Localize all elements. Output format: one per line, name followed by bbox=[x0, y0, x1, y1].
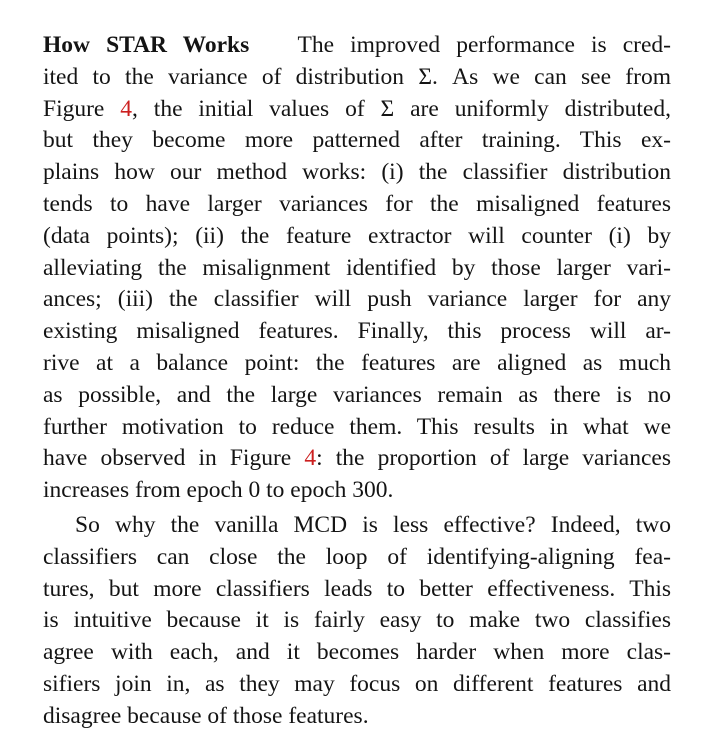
text-line: classifiers can close the loop of identifying-aligning fea- bbox=[43, 543, 671, 570]
text-line: agree with each, and it becomes harder when more clas- bbox=[43, 639, 671, 666]
paper-text-column bbox=[43, 30, 671, 733]
text-line: tends to have larger variances for the misaligned features bbox=[43, 190, 671, 217]
figure-reference-link[interactable]: 4 bbox=[120, 95, 133, 122]
paragraph-vanilla-mcd bbox=[43, 510, 671, 733]
text-line: Figure 4, the initial values of Σ are uniformly distributed, bbox=[43, 95, 671, 122]
text-line: increases from epoch 0 to epoch 300. bbox=[43, 477, 394, 504]
text-line: ances; (iii) the classifier will push variance larger for any bbox=[43, 286, 671, 313]
text-line: alleviating the misalignment identified by those larger vari- bbox=[43, 254, 671, 281]
text-line: ited to the variance of distribution Σ. As we can see from bbox=[43, 63, 671, 90]
text-line: but they become more patterned after training. This ex- bbox=[43, 127, 671, 154]
figure-reference-link[interactable]: 4 bbox=[304, 445, 317, 472]
text-line: How STAR Works The improved performance is cred- bbox=[43, 32, 672, 58]
text-line: sifiers join in, as they may focus on different features and bbox=[43, 670, 671, 697]
text-line: plains how our method works: (i) the classifier distribution bbox=[43, 159, 671, 186]
text-line: have observed in Figure 4: the proportion of large variances bbox=[43, 445, 671, 472]
text-line: tures, but more classifiers leads to better effectiveness. This bbox=[43, 575, 671, 602]
text-line: (data points); (ii) the feature extractor will counter (i) by bbox=[43, 222, 671, 249]
paragraph-how-star-works bbox=[43, 30, 671, 507]
text-line: is intuitive because it is fairly easy to make two classifies bbox=[43, 607, 671, 634]
text-line: rive at a balance point: the features are aligned as much bbox=[43, 349, 671, 376]
text-line: as possible, and the large variances remain as there is no bbox=[43, 381, 671, 408]
text-line: further motivation to reduce them. This results in what we bbox=[43, 413, 671, 440]
section-heading: How STAR Works bbox=[43, 32, 250, 58]
text-line: existing misaligned features. Finally, this process will ar- bbox=[43, 318, 671, 345]
text-line: disagree because of those features. bbox=[43, 702, 369, 729]
text-line: So why the vanilla MCD is less effective? Indeed, two bbox=[75, 511, 671, 538]
